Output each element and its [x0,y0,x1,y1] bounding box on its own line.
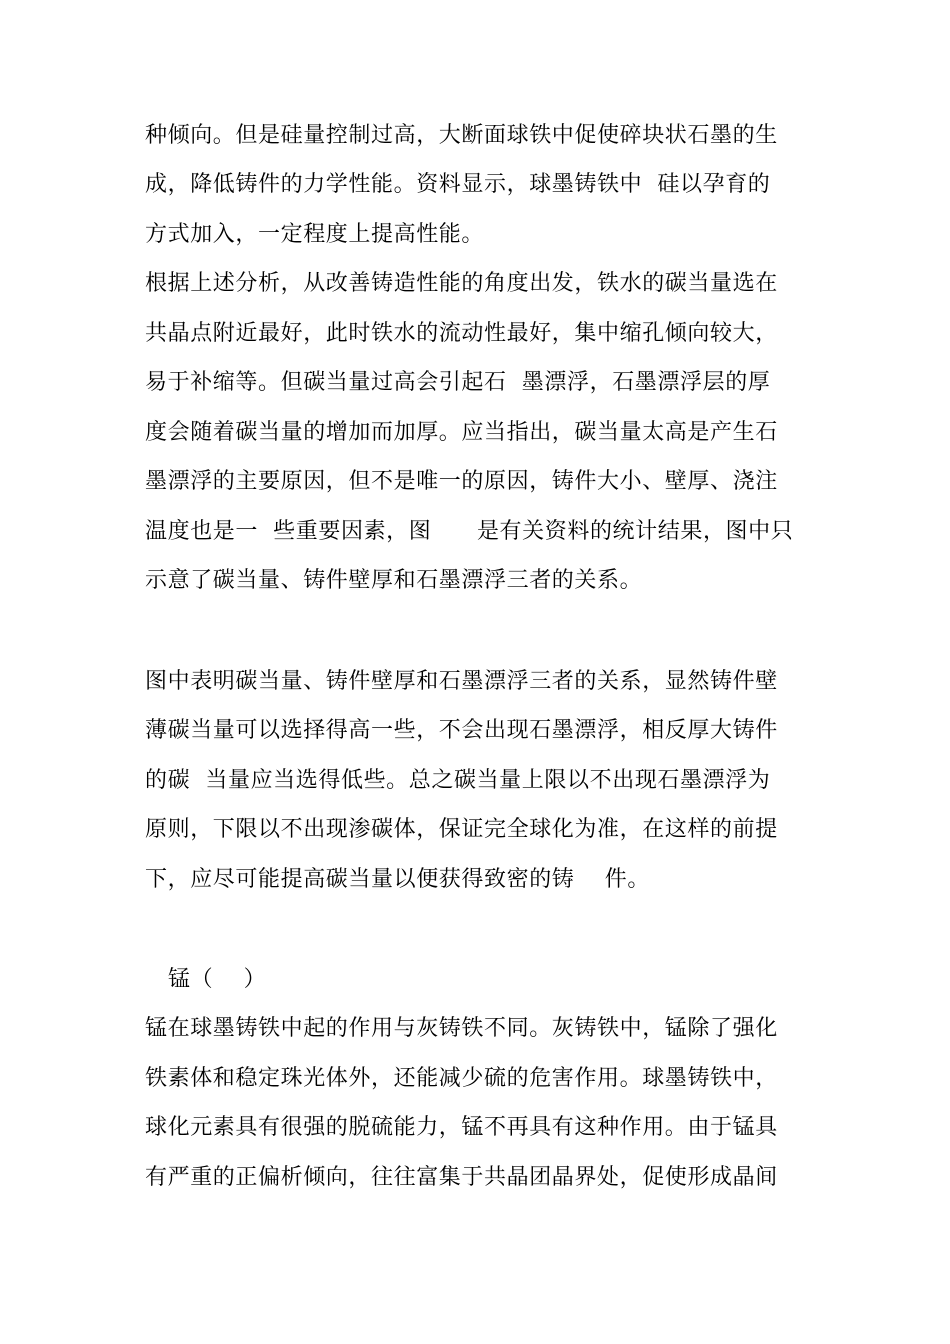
paragraph-4-line-4: 有严重的正偏析倾向，往往富集于共晶团晶界处，促使形成晶间 [145,1165,778,1190]
paragraph-1-line-2: 成，降低铸件的力学性能。资料显示，球墨铸铁中 硅以孕育的 [145,172,771,197]
paragraph-4-line-2: 铁素体和稳定珠光体外，还能减少硫的危害作用。球墨铸铁中， [145,1066,778,1091]
section-heading-manganese: 锰（ ） [168,967,267,992]
paragraph-3-line-5: 下，应尽可能提高碳当量以便获得致密的铸 件。 [145,867,650,892]
paragraph-2-line-5: 墨漂浮的主要原因，但不是唯一的原因，铸件大小、壁厚、浇注 [145,469,778,494]
paragraph-2-line-2: 共晶点附近最好，此时铁水的流动性最好，集中缩孔倾向较大， [145,321,778,346]
paragraph-3-line-3: 的碳 当量应当选得低些。总之碳当量上限以不出现石墨漂浮为 [145,768,771,793]
paragraph-2-line-4: 度会随着碳当量的增加而加厚。应当指出，碳当量太高是产生石 [145,420,778,445]
paragraph-2-line-7: 示意了碳当量、铸件壁厚和石墨漂浮三者的关系。 [145,568,643,593]
paragraph-2-line-3: 易于补缩等。但碳当量过高会引起石 墨漂浮，石墨漂浮层的厚 [145,370,771,395]
paragraph-4-line-3: 球化元素具有很强的脱硫能力，锰不再具有这种作用。由于锰具 [145,1115,778,1140]
paragraph-1-line-3: 方式加入，一定程度上提高性能。 [145,222,485,247]
paragraph-1-line-1: 种倾向。但是硅量控制过高，大断面球铁中促使碎块状石墨的生 [145,123,778,148]
paragraph-3-line-1: 图中表明碳当量、铸件壁厚和石墨漂浮三者的关系，显然铸件壁 [145,669,778,694]
paragraph-2-line-6: 温度也是一 些重要因素，图 是有关资料的统计结果，图中只 [145,519,794,544]
paragraph-4-line-1: 锰在球墨铸铁中起的作用与灰铸铁不同。灰铸铁中，锰除了强化 [145,1016,778,1041]
paragraph-3-line-4: 原则，下限以不出现渗碳体，保证完全球化为准，在这样的前提 [145,817,778,842]
paragraph-2-line-1: 根据上述分析，从改善铸造性能的角度出发，铁水的碳当量选在 [145,271,778,296]
paragraph-3-line-2: 薄碳当量可以选择得高一些，不会出现石墨漂浮，相反厚大铸件 [145,718,778,743]
